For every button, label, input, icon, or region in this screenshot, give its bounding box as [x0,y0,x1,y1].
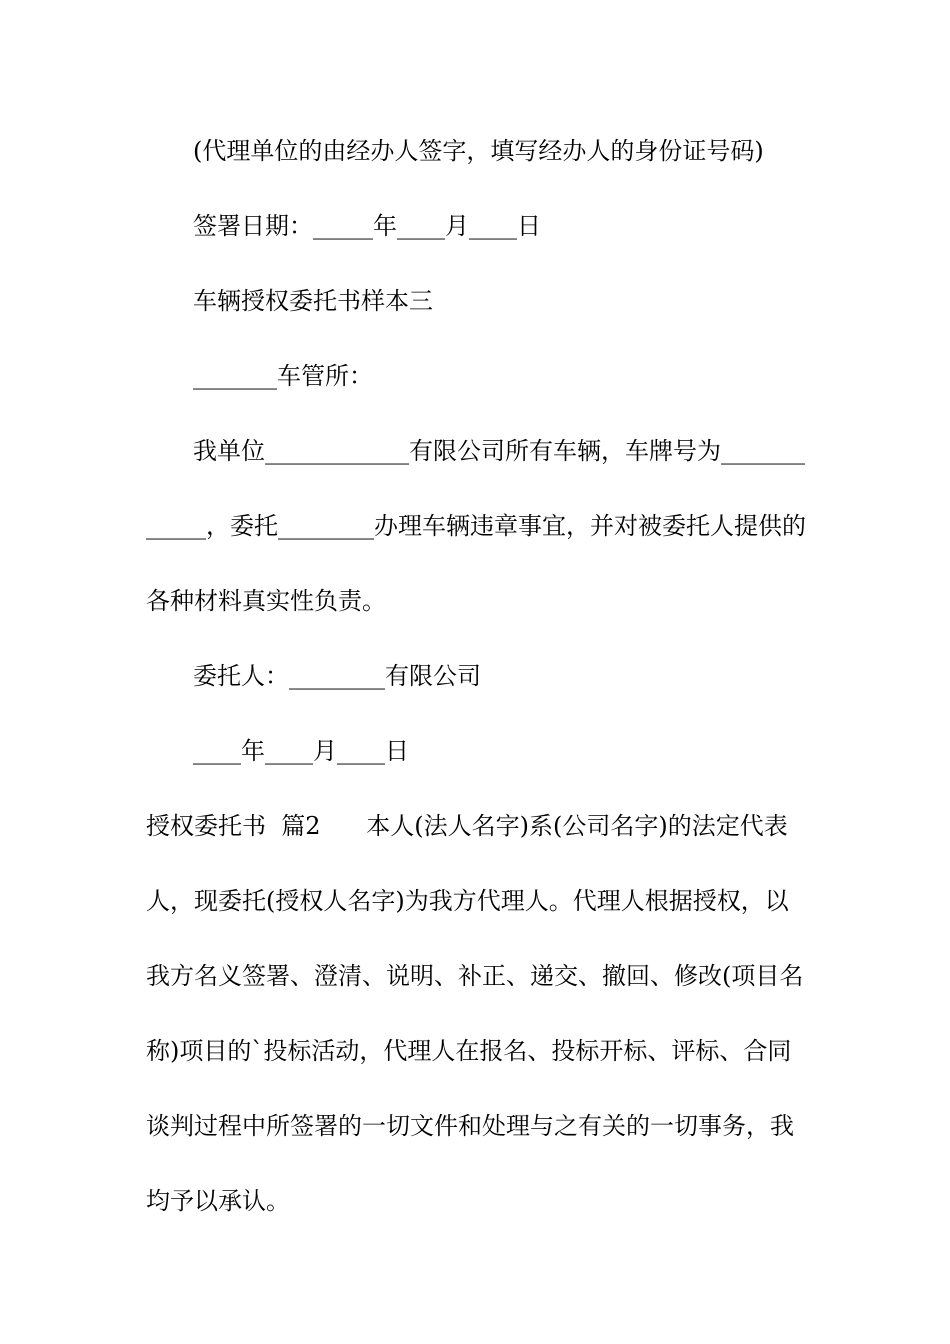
body-paragraph-line: 各种材料真实性负责。 [146,587,386,615]
body-paragraph-line: 谈判过程中所签署的一切文件和处理与之有关的一切事务，我 [146,1112,794,1140]
body-paragraph-line: 我方名义签署、澄清、说明、补正、递交、撤回、修改(项目名 [146,962,804,990]
sample-three-heading: 车辆授权委托书样本三 [193,287,433,315]
body-paragraph-line: 人，现委托(授权人名字)为我方代理人。代理人根据授权，以 [146,887,789,915]
body-paragraph-line: _____，委托________办理车辆违章事宜，并对被委托人提供的 [146,512,806,540]
body-paragraph-line: 称)项目的`投标活动，代理人在报名、投标开标、评标、合同 [146,1037,792,1065]
principal-line: 委托人：________有限公司 [193,662,481,690]
signing-date-line: 签署日期：_____年____月____日 [193,212,541,240]
body-paragraph-line: 我单位____________有限公司所有车辆，车牌号为_______ [193,437,805,465]
body-paragraph-line: 均予以承认。 [146,1187,290,1215]
section-two-line: 授权委托书 篇2 本人(法人名字)系(公司名字)的法定代表 [146,812,788,840]
date-line: ____年____月____日 [193,737,409,765]
agent-signature-note: (代理单位的由经办人签字，填写经办人的身份证号码) [193,137,764,165]
addressee-line: _______车管所： [193,362,373,390]
